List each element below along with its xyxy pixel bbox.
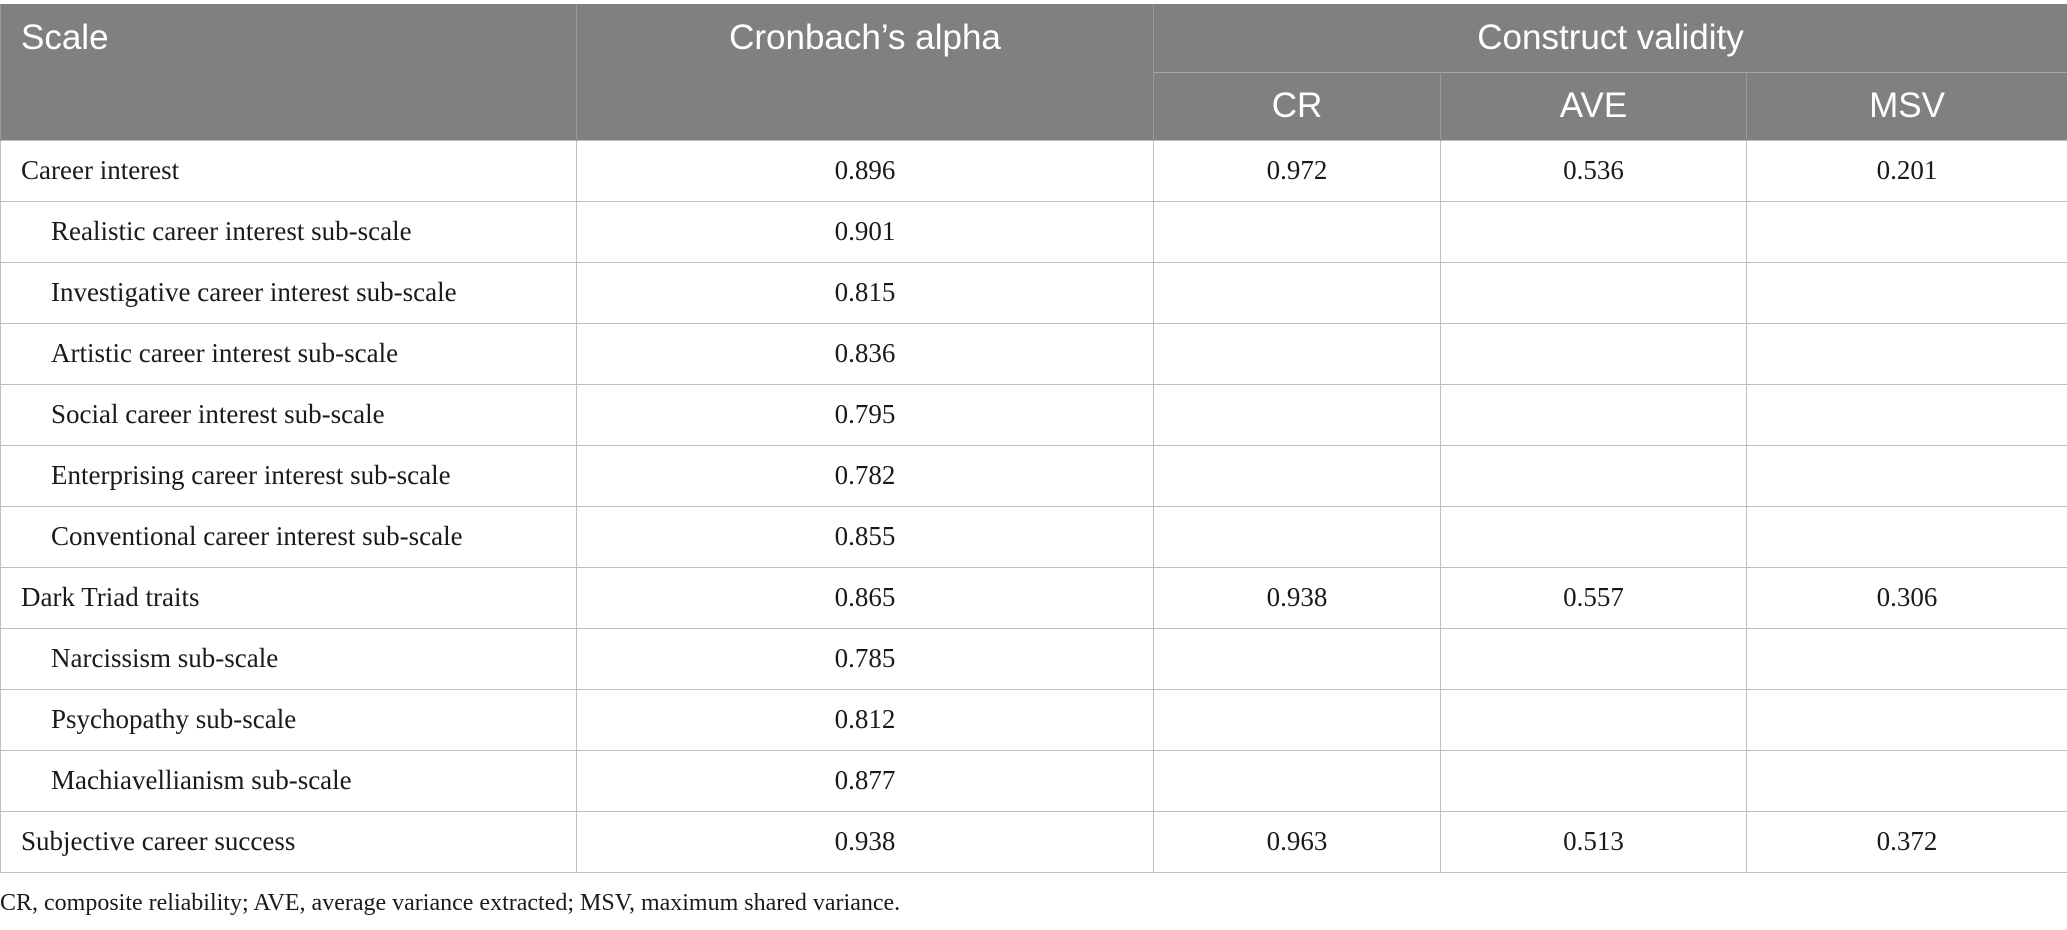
row-alpha: 0.896: [577, 140, 1154, 201]
row-msv: 0.306: [1747, 567, 2067, 628]
row-ave: 0.557: [1441, 567, 1747, 628]
row-alpha: 0.901: [577, 201, 1154, 262]
row-ave: [1441, 628, 1747, 689]
row-cr: 0.938: [1154, 567, 1441, 628]
row-alpha: 0.815: [577, 262, 1154, 323]
table-row: [1, 567, 2067, 628]
row-scale-name: Social career interest sub-scale: [1, 384, 577, 445]
header-msv: MSV: [1747, 72, 2067, 140]
row-scale-name: Conventional career interest sub-scale: [1, 506, 577, 567]
row-scale-name: Subjective career success: [1, 811, 577, 872]
row-ave: [1441, 445, 1747, 506]
row-cr: [1154, 323, 1441, 384]
table-row: [1, 201, 2067, 262]
table-row: [1, 445, 2067, 506]
table-row: [1, 628, 2067, 689]
header-scale: Scale: [1, 4, 577, 140]
table-row: [1, 140, 2067, 201]
row-cr: [1154, 201, 1441, 262]
row-cr: 0.972: [1154, 140, 1441, 201]
row-cr: [1154, 506, 1441, 567]
row-scale-name: Investigative career interest sub-scale: [1, 262, 577, 323]
table-row: [1, 262, 2067, 323]
row-msv: 0.201: [1747, 140, 2067, 201]
table-row: [1, 384, 2067, 445]
row-msv: [1747, 201, 2067, 262]
row-ave: [1441, 689, 1747, 750]
row-alpha: 0.938: [577, 811, 1154, 872]
row-ave: [1441, 323, 1747, 384]
table-body: [1, 140, 2067, 872]
row-cr: 0.963: [1154, 811, 1441, 872]
row-cr: [1154, 750, 1441, 811]
header-construct-validity: Construct validity: [1154, 4, 2067, 72]
header-ave: AVE: [1441, 72, 1747, 140]
row-scale-name: Dark Triad traits: [1, 567, 577, 628]
row-alpha: 0.865: [577, 567, 1154, 628]
row-cr: [1154, 445, 1441, 506]
table-row: [1, 811, 2067, 872]
row-msv: [1747, 445, 2067, 506]
table-header: [1, 4, 2067, 140]
row-ave: [1441, 384, 1747, 445]
row-cr: [1154, 384, 1441, 445]
row-ave: [1441, 201, 1747, 262]
table-row: [1, 689, 2067, 750]
row-scale-name: Career interest: [1, 140, 577, 201]
table-row: [1, 323, 2067, 384]
row-ave: 0.536: [1441, 140, 1747, 201]
reliability-validity-table: [0, 4, 2067, 873]
row-ave: [1441, 262, 1747, 323]
row-ave: 0.513: [1441, 811, 1747, 872]
row-scale-name: Narcissism sub-scale: [1, 628, 577, 689]
row-alpha: 0.785: [577, 628, 1154, 689]
table-row: [1, 750, 2067, 811]
row-alpha: 0.795: [577, 384, 1154, 445]
row-alpha: 0.812: [577, 689, 1154, 750]
row-ave: [1441, 750, 1747, 811]
row-alpha: 0.782: [577, 445, 1154, 506]
row-scale-name: Realistic career interest sub-scale: [1, 201, 577, 262]
row-scale-name: Artistic career interest sub-scale: [1, 323, 577, 384]
header-cr: CR: [1154, 72, 1441, 140]
row-msv: [1747, 750, 2067, 811]
row-msv: [1747, 262, 2067, 323]
row-alpha: 0.855: [577, 506, 1154, 567]
row-msv: [1747, 384, 2067, 445]
reliability-validity-table-container: [0, 4, 2067, 873]
row-msv: [1747, 506, 2067, 567]
row-msv: [1747, 628, 2067, 689]
row-msv: [1747, 323, 2067, 384]
row-msv: 0.372: [1747, 811, 2067, 872]
row-alpha: 0.877: [577, 750, 1154, 811]
header-cronbachs-alpha: Cronbach’s alpha: [577, 4, 1154, 140]
table-footnote: CR, composite reliability; AVE, average variance extracted; MSV, maximum shared variance.: [0, 890, 901, 916]
row-cr: [1154, 689, 1441, 750]
row-cr: [1154, 262, 1441, 323]
row-scale-name: Psychopathy sub-scale: [1, 689, 577, 750]
row-scale-name: Machiavellianism sub-scale: [1, 750, 577, 811]
row-cr: [1154, 628, 1441, 689]
row-scale-name: Enterprising career interest sub-scale: [1, 445, 577, 506]
row-msv: [1747, 689, 2067, 750]
row-alpha: 0.836: [577, 323, 1154, 384]
row-ave: [1441, 506, 1747, 567]
table-row: [1, 506, 2067, 567]
